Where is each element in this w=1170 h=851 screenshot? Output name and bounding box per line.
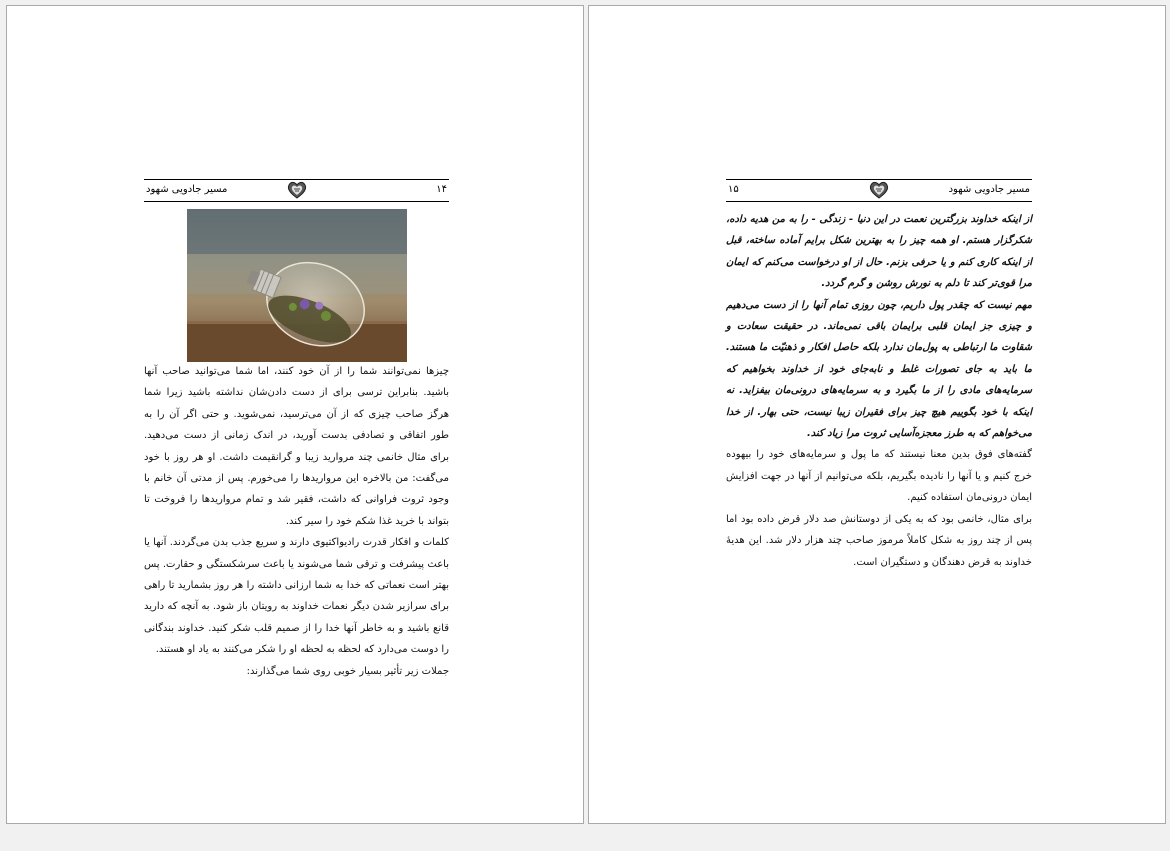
right-page [588, 5, 1166, 824]
running-header [144, 179, 449, 202]
left-page [6, 5, 584, 824]
paragraph: گفته‌های فوق بدین معنا نیستند که ما پول و سرمایه‌های خود را بیهوده خرج کنیم و یا آنها را نادیده بگیریم، بلکه می‌توانیم از آنها در جهت افزایش ایمان درونی‌مان استفاده کنیم. [726, 449, 1032, 504]
bold-paragraph: از اینکه خداوند بزرگترین نعمت در این دنیا - زندگی - را به من هدیه داده، شکرگزار هستم. او همه چیز را به بهترین شکل برایم آماده ساخته، قبل از اینکه کاری کنم و یا حرفی بزنم. حال از او درخواست می‌کنم که ایمان مرا قوی‌تر کند تا دلم به نورش روشن و گرم گردد. [726, 214, 1032, 290]
lightbulb-terrarium-photo [187, 209, 407, 362]
running-header [726, 179, 1032, 202]
heart-ornament-icon [868, 180, 890, 200]
page-number: ۱۵ [728, 184, 739, 195]
book-title: مسیر جادویی شهود [948, 184, 1030, 195]
page-number: ۱۴ [436, 184, 447, 195]
paragraph: جملات زیر تأثیر بسیار خوبی روی شما می‌گذارند: [246, 665, 449, 677]
book-title: مسیر جادویی شهود [146, 184, 228, 195]
bold-paragraph: مهم نیست که چقدر پول داریم، چون روزی تمام آنها را از دست می‌دهیم و چیزی جز ایمان قلبی برایمان باقی نمی‌ماند. در حقیقت سعادت و شقاوت ما ارتباطی به پول‌مان ندارد بلکه حاصل افکار و ذهنیّت ما هستند. ما باید به جای تصورات غلط و نابه‌جای خود از خداوند بخواهیم که سرمایه‌های مادی را از ما بگیرد و به سرمایه‌های درونی‌مان بیفزاید. نه اینکه با خود بگوییم هیچ چیز برای فقیران زیبا نیست، حتی بهار. از خدا می‌خواهم که به طرز معجزه‌آسایی ثروت مرا زیاد کند. [726, 299, 1032, 440]
paragraph: کلمات و افکار قدرت رادیواکتیوی دارند و سریع جذب بدن می‌گردند. آنها یا باعث پیشرفت و ترقی شما می‌شوند یا باعث سرشکستگی و حقارت. پس بهتر است نعماتی که خدا به شما ارزانی داشته را هر روز بشمارید تا راهی برای سرازیر شدن دیگر نعمات خداوند به رویتان باز شود. به آنچه که دارید قانع باشید و به خاطر آنها خدا را از صمیم قلب شکر کنید. خداوند بندگانی را دوست می‌دارد که لحظه به لحظه او را شکر می‌کنند به یاد او هستند. [144, 537, 449, 656]
body-text [144, 361, 449, 682]
paragraph: برای مثال، خانمی بود که به یکی از دوستانش صد دلار قرض داده بود اما پس از چند روز به شکل کاملاً مرموز صاحب چند هزار دلار شد. این هدیهٔ خداوند به قرض دهندگان و دستگیران است. [726, 513, 1032, 568]
heart-ornament-icon [286, 180, 308, 200]
body-text [726, 209, 1032, 573]
paragraph: چیزها نمی‌توانند شما را از آن خود کنند، اما شما می‌توانید صاحب آنها باشید. بنابراین ترسی برای از دست دادن‌شان نداشته باشید زیرا شما هرگز صاحب چیزی که از آن می‌ترسید، نمی‌شوید. و حتی اگر آن را به طور اتفاقی و تصادفی بدست آورید، در اندک زمانی از دست می‌دهید. برای مثال خانمی چند مروارید زیبا و گرانقیمت داشت. او هر روز با خود می‌گفت: من بالاخره این مرواریدها را می‌خورم. پس از مدتی آن خانم با وجود ثروت فراوانی که داشت، فقیر شد و تمام مرواریدها را فروخت تا بتواند با خرید غذا شکم خود را سیر کند. [144, 366, 449, 527]
